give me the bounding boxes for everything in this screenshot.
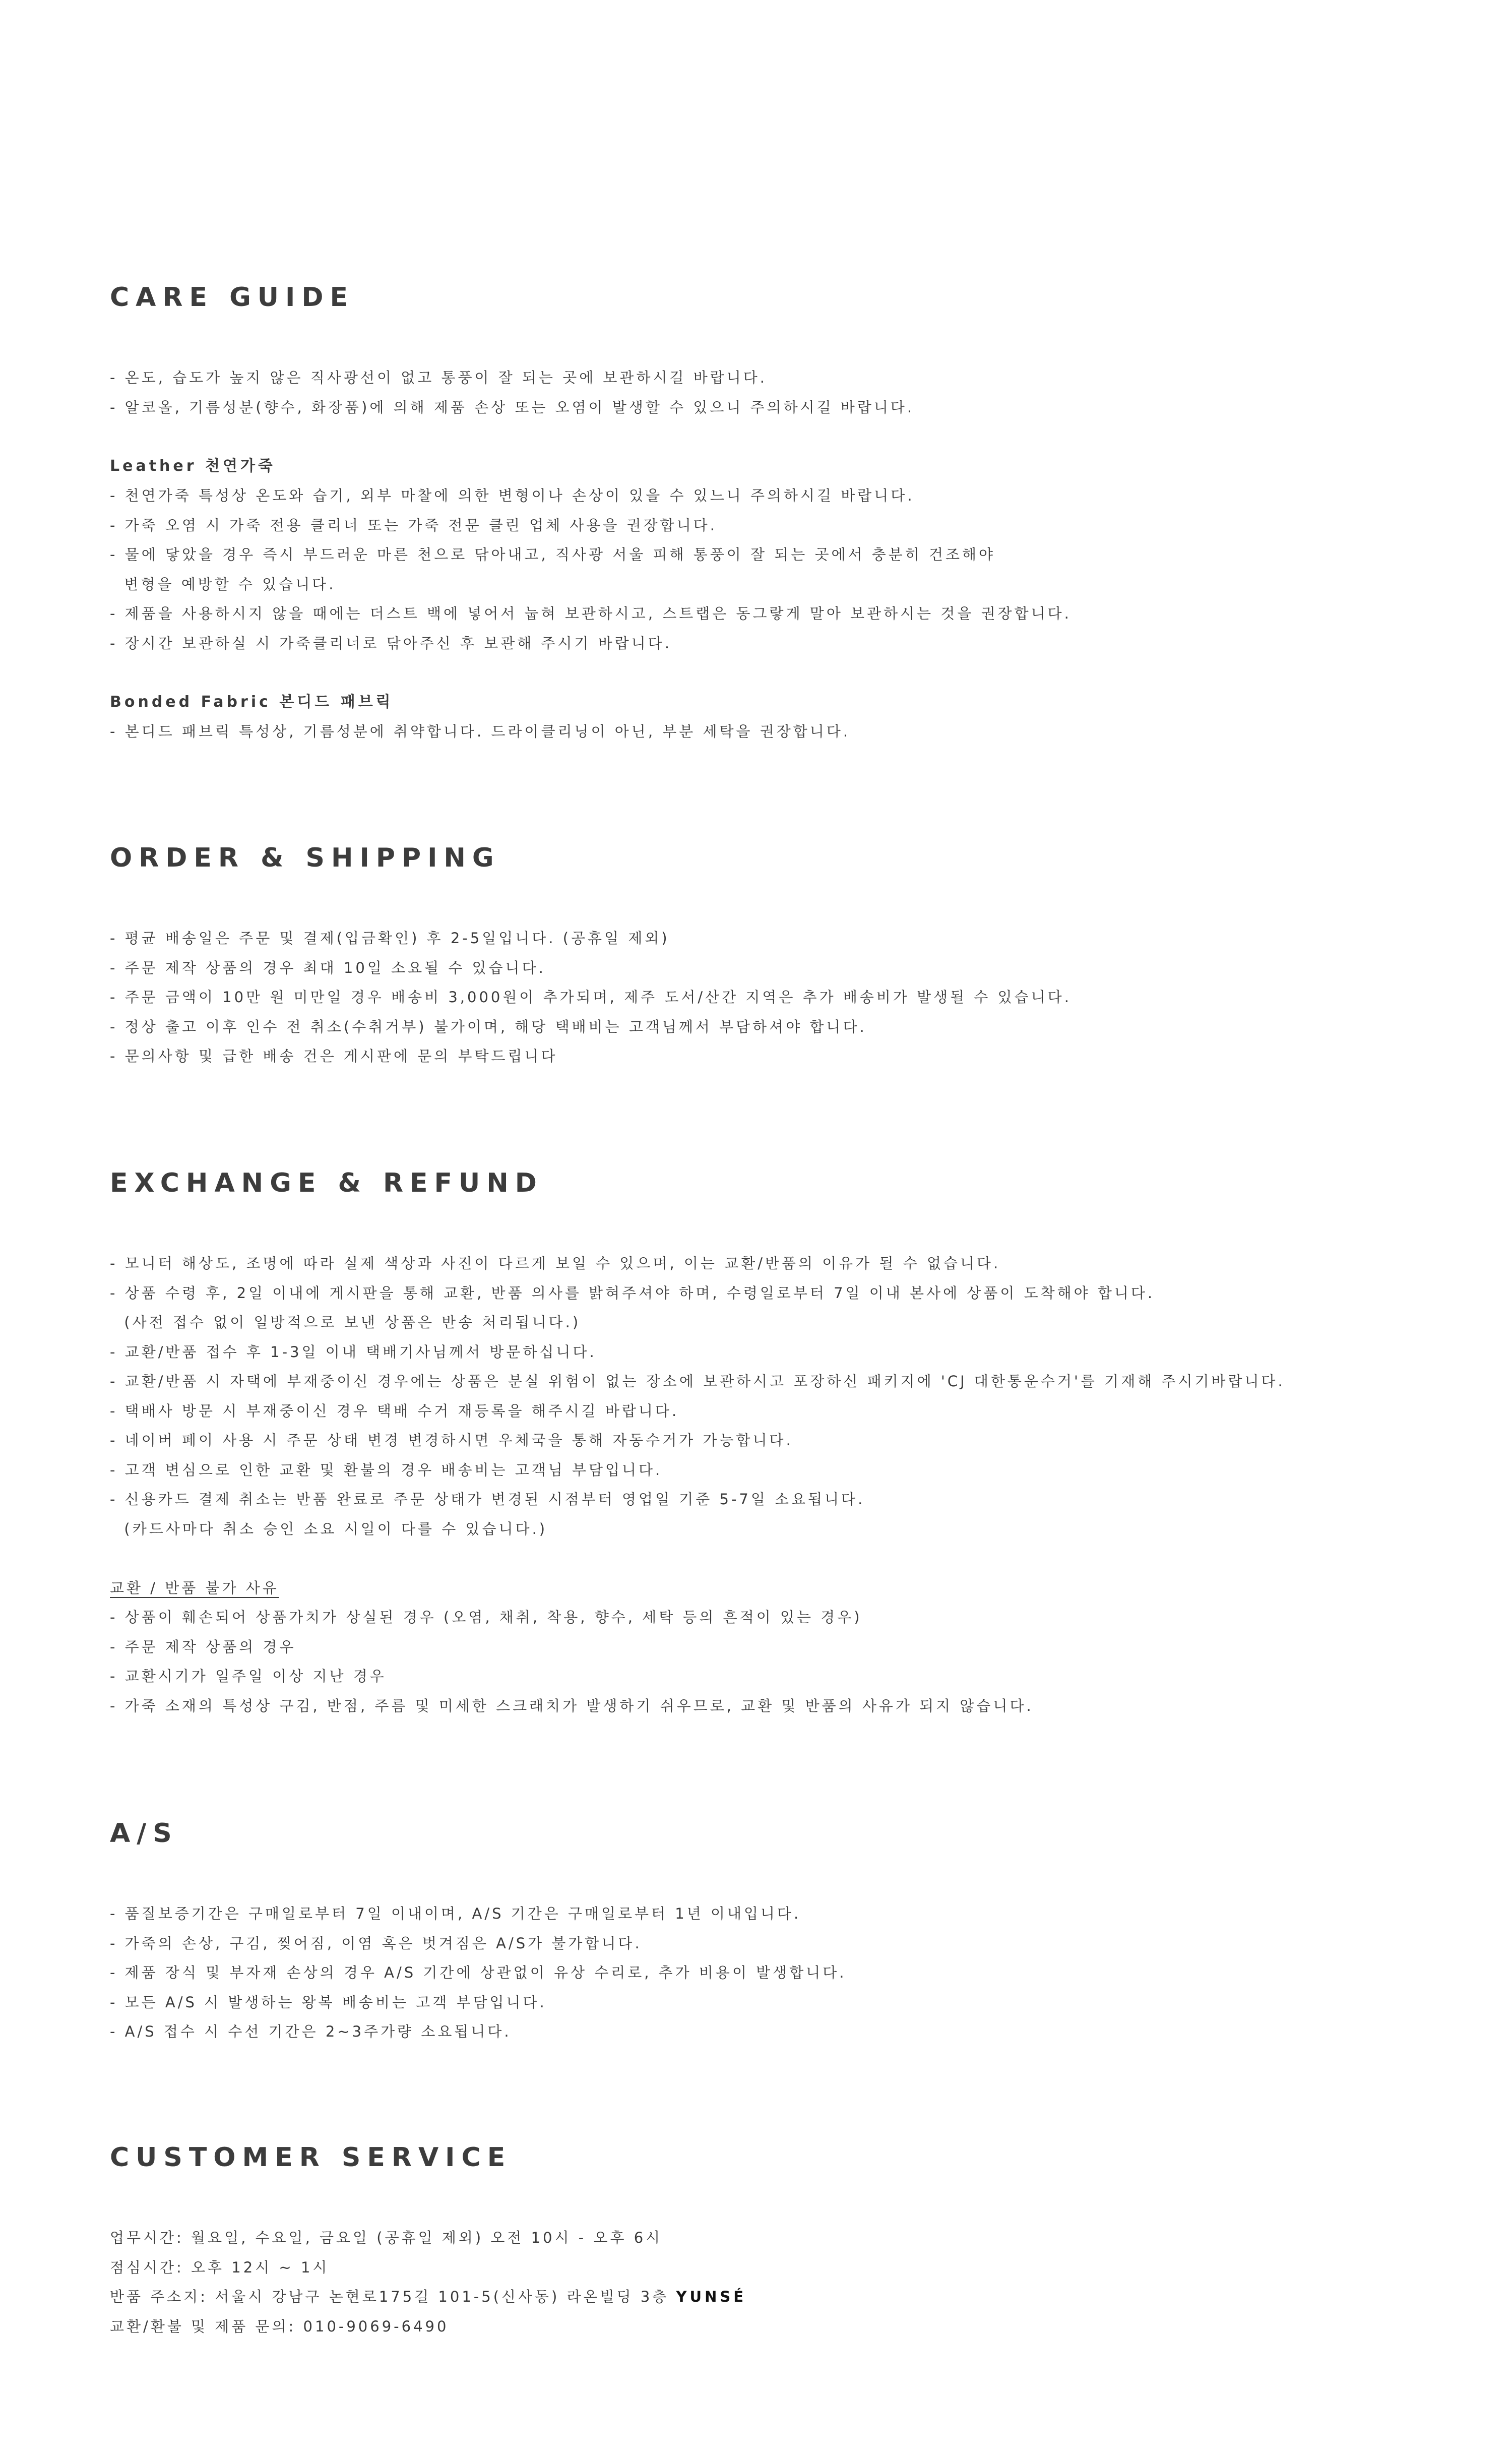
exchange-line: - 택배사 방문 시 부재중이신 경우 택배 수거 재등록을 해주시길 바랍니다. (110, 1402, 679, 1420)
exchange-refund-section (110, 1167, 1471, 1720)
contact-number[interactable]: 교환/환불 및 제품 문의: 010-9069-6490 (110, 2317, 449, 2335)
bonded-fabric-subtitle: Bonded Fabric 본디드 패브릭 (110, 693, 394, 711)
care-line: - 온도, 습도가 높지 않은 직사광선이 없고 통풍이 잘 되는 곳에 보관하시길 바랍니다. (110, 369, 767, 386)
order-shipping-title: ORDER & SHIPPING (110, 843, 500, 873)
non-refundable-line: - 상품이 훼손되어 상품가치가 상실된 경우 (오염, 채취, 착용, 향수, 세탁 등의 흔적이 있는 경우) (110, 1609, 862, 1626)
customer-service-title: CUSTOMER SERVICE (110, 2142, 512, 2173)
exchange-line: - 모니터 해상도, 조명에 따라 실제 색상과 사진이 다르게 보일 수 있으며, 이는 교환/반품의 이유가 될 수 없습니다. (110, 1255, 1001, 1272)
exchange-refund-title: EXCHANGE & REFUND (110, 1168, 543, 1198)
non-refundable-line: - 가죽 소재의 특성상 구김, 반점, 주름 및 미세한 스크래치가 발생하기 쉬우므로, 교환 및 반품의 사유가 되지 않습니다. (110, 1697, 1034, 1714)
after-service-section (110, 1817, 1471, 2047)
exchange-line: (카드사마다 취소 승인 소요 시일이 다를 수 있습니다.) (110, 1520, 548, 1538)
after-service-title: A/S (110, 1818, 178, 1849)
care-guide-section (110, 281, 1471, 747)
care-line: - 알코올, 기름성분(향수, 화장품)에 의해 제품 손상 또는 오염이 발생할 수 있으니 주의하시길 바랍니다. (110, 398, 915, 416)
non-refundable-line: - 주문 제작 상품의 경우 (110, 1638, 296, 1655)
leather-line: - 제품을 사용하시지 않을 때에는 더스트 백에 넣어서 눕혀 보관하시고, 스트랩은 동그랗게 말아 보관하시는 것을 권장합니다. (110, 605, 1072, 622)
non-refundable-subtitle: 교환 / 반품 불가 사유 (110, 1579, 279, 1596)
non-refundable-line: - 교환시기가 일주일 이상 지난 경우 (110, 1668, 387, 1685)
exchange-line: - 고객 변심으로 인한 교환 및 환불의 경우 배송비는 고객님 부담입니다. (110, 1461, 663, 1479)
order-line: - 문의사항 및 급한 배송 건은 게시판에 문의 부탁드립니다 (110, 1048, 558, 1065)
order-line: - 주문 제작 상품의 경우 최대 10일 소요될 수 있습니다. (110, 959, 546, 976)
brand-name: YUNSÉ (676, 2288, 747, 2305)
exchange-line: - 교환/반품 시 자택에 부재중이신 경우에는 상품은 분실 위험이 없는 장소에 보관하시고 포장하신 패키지에 'CJ 대한통운수거'를 기재해 주시기바랍니다. (110, 1373, 1285, 1390)
care-guide-title: CARE GUIDE (110, 282, 355, 313)
bonded-fabric-line: - 본디드 패브릭 특성상, 기름성분에 취약합니다. 드라이클리닝이 아닌, 부분 세탁을 권장합니다. (110, 723, 851, 740)
after-service-line: - 모든 A/S 시 발생하는 왕복 배송비는 고객 부담입니다. (110, 1993, 547, 2011)
after-service-line: - 품질보증기간은 구매일로부터 7일 이내이며, A/S 기간은 구매일로부터 1년 이내입니다. (110, 1905, 801, 1922)
order-shipping-section (110, 842, 1471, 1071)
after-service-line: - 제품 장식 및 부자재 손상의 경우 A/S 기간에 상관없이 유상 수리로, 추가 비용이 발생합니다. (110, 1964, 847, 1981)
leather-line: 변형을 예방할 수 있습니다. (110, 575, 336, 593)
after-service-line: - 가죽의 손상, 구김, 찢어짐, 이염 혹은 벗겨짐은 A/S가 불가합니다. (110, 1934, 642, 1952)
exchange-line: - 신용카드 결제 취소는 반품 완료로 주문 상태가 변경된 시점부터 영업일 기준 5-7일 소요됩니다. (110, 1491, 865, 1508)
business-hours: 업무시간: 월요일, 수요일, 금요일 (공휴일 제외) 오전 10시 - 오후 6시 (110, 2229, 663, 2246)
exchange-line: - 교환/반품 접수 후 1-3일 이내 택배기사님께서 방문하십니다. (110, 1343, 597, 1361)
return-address-text: 반품 주소지: 서울시 강남구 논현로175길 101-5(신사동) 라온빌딩 3층 (110, 2288, 676, 2305)
after-service-line: - A/S 접수 시 수선 기간은 2~3주가량 소요됩니다. (110, 2023, 512, 2040)
leather-line: - 가죽 오염 시 가죽 전용 클리너 또는 가죽 전문 클린 업체 사용을 권장합니다. (110, 516, 717, 534)
lunch-hours: 점심시간: 오후 12시 ~ 1시 (110, 2258, 330, 2276)
leather-line: - 장시간 보관하실 시 가죽클리너로 닦아주신 후 보관해 주시기 바랍니다. (110, 634, 672, 652)
leather-subtitle: Leather 천연가죽 (110, 457, 276, 475)
return-address (110, 2282, 1471, 2312)
exchange-line: (사전 접수 없이 일방적으로 보낸 상품은 반송 처리됩니다.) (110, 1314, 581, 1331)
customer-service-section (110, 2141, 1471, 2341)
order-line: - 정상 출고 이후 인수 전 취소(수취거부) 불가이며, 해당 택배비는 고객님께서 부담하셔야 합니다. (110, 1018, 867, 1035)
order-line: - 평균 배송일은 주문 및 결제(입금확인) 후 2-5일입니다. (공휴일 제외) (110, 930, 670, 947)
leather-line: - 천연가죽 특성상 온도와 습기, 외부 마찰에 의한 변형이나 손상이 있을 수 있느니 주의하시길 바랍니다. (110, 487, 915, 504)
order-line: - 주문 금액이 10만 원 미만일 경우 배송비 3,000원이 추가되며, 제주 도서/산간 지역은 추가 배송비가 발생될 수 있습니다. (110, 989, 1072, 1006)
exchange-line: - 상품 수령 후, 2일 이내에 게시판을 통해 교환, 반품 의사를 밝혀주셔야 하며, 수령일로부터 7일 이내 본사에 상품이 도착해야 합니다. (110, 1284, 1155, 1302)
leather-line: - 물에 닿았을 경우 즉시 부드러운 마른 천으로 닦아내고, 직사광 서울 피해 통풍이 잘 되는 곳에서 충분히 건조해야 (110, 546, 996, 563)
exchange-line: - 네이버 페이 사용 시 주문 상태 변경 변경하시면 우체국을 통해 자동수거가 가능합니다. (110, 1432, 793, 1449)
